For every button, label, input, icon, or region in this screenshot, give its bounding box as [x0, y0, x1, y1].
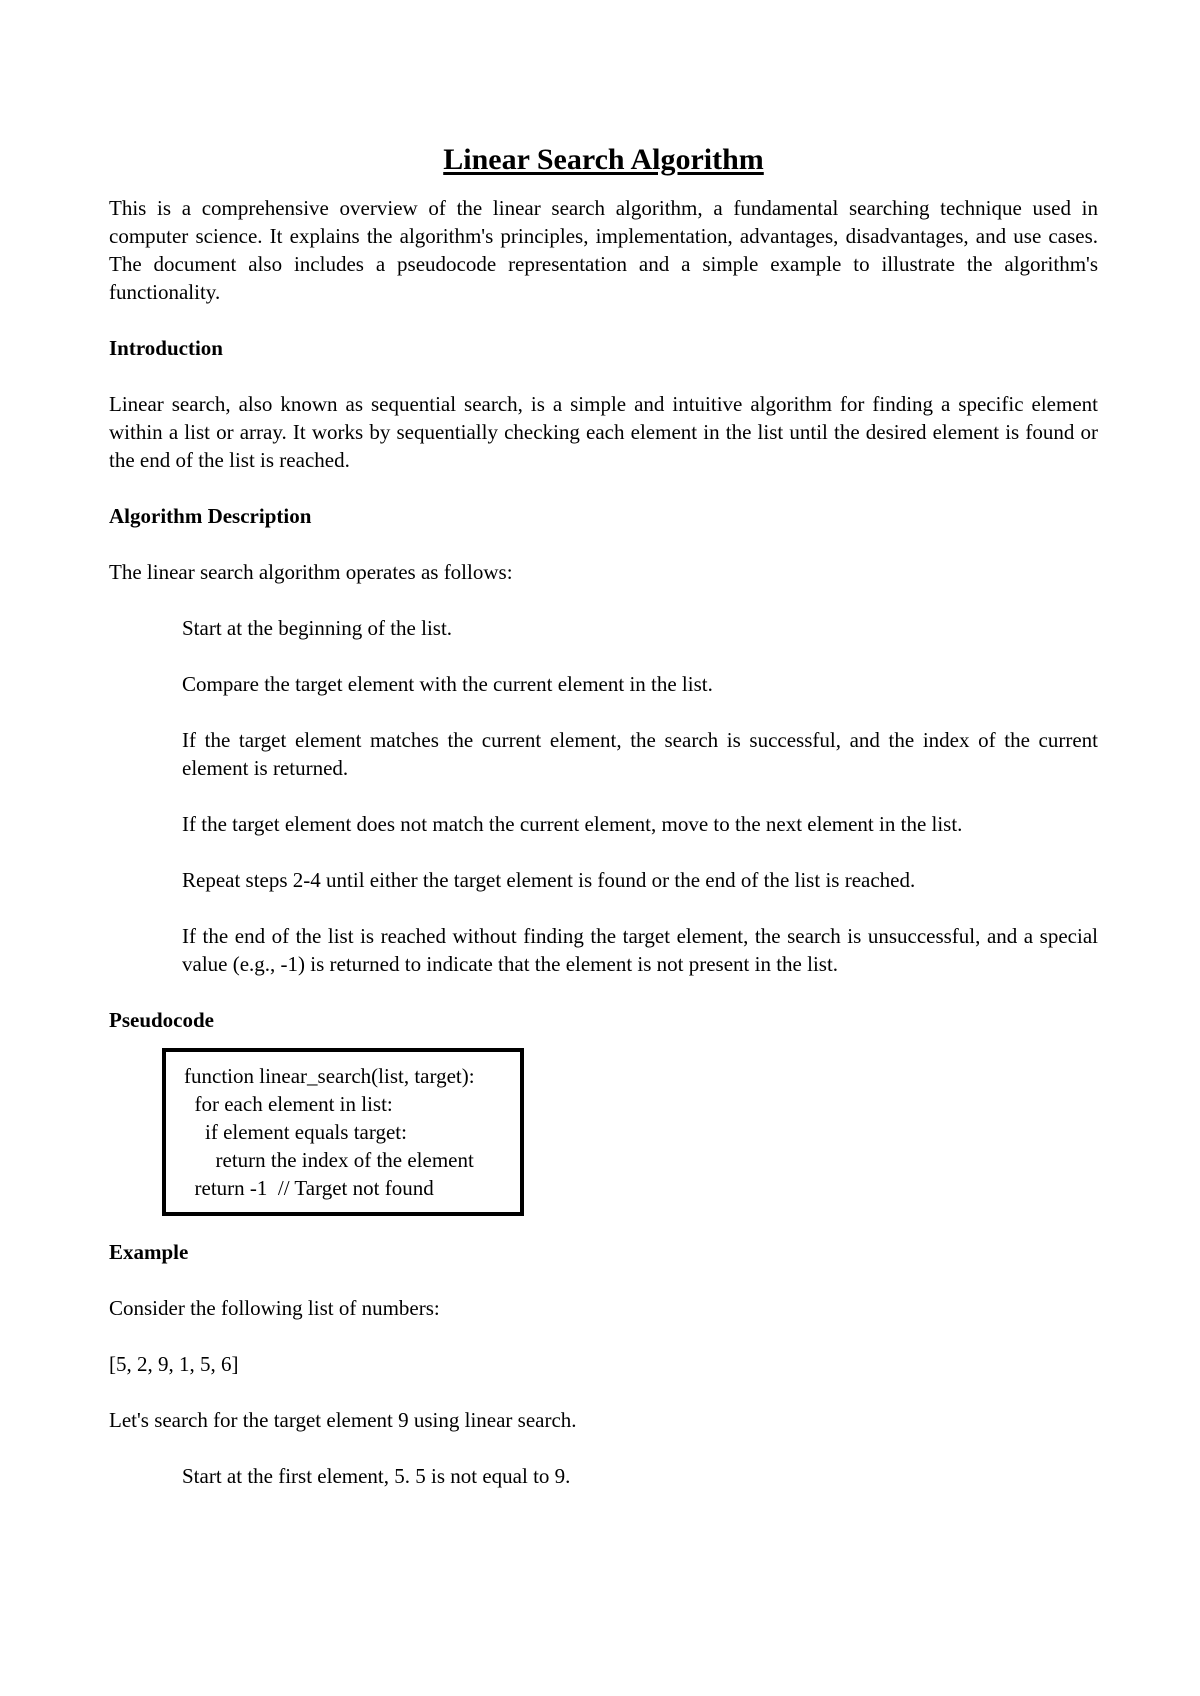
example-list: [5, 2, 9, 1, 5, 6] [109, 1352, 239, 1376]
document-title: Linear Search Algorithm [443, 143, 764, 176]
algorithm-step: Compare the target element with the current element in the list. [182, 672, 713, 696]
algorithm-step: Repeat steps 2-4 until either the target element is found or the end of the list is reached. [182, 868, 916, 892]
algorithm-step: Start at the beginning of the list. [182, 616, 453, 640]
example-heading: Example [109, 1240, 189, 1264]
algorithm-description-lead: The linear search algorithm operates as follows: [109, 560, 513, 584]
algorithm-step: If the target element matches the current element, the search is successful, and the index of the current element is returned. [182, 728, 1098, 780]
introduction-text: Linear search, also known as sequential search, is a simple and intuitive algorithm for finding a specific element within a list or array. It works by sequentially checking each element in the list until the desired element is found or the end of the list is reached. [109, 392, 1098, 472]
introduction-heading: Introduction [109, 336, 223, 360]
intro-paragraph: This is a comprehensive overview of the linear search algorithm, a fundamental searching technique used in computer science. It explains the algorithm's principles, implementation, advantages, disadvantages, and use cases. The document also includes a pseudocode representation and a simple example to illustrate the algorithm's functionality. [109, 196, 1098, 304]
pseudocode-line: return -1 // Target not found [184, 1176, 434, 1200]
pseudocode-line: for each element in list: [184, 1092, 393, 1116]
example-search-text: Let's search for the target element 9 using linear search. [109, 1408, 577, 1432]
algorithm-step: If the end of the list is reached without finding the target element, the search is unsuccessful, and a special value (e.g., -1) is returned to indicate that the element is not present in the list. [182, 924, 1098, 976]
pseudocode-line: if element equals target: [184, 1120, 407, 1144]
pseudocode-line: return the index of the element [184, 1148, 474, 1172]
document-content [109, 140, 1098, 1490]
pseudocode-line: function linear_search(list, target): [184, 1064, 475, 1088]
example-step: Start at the first element, 5. 5 is not equal to 9. [182, 1464, 571, 1488]
pseudocode-box [162, 1048, 524, 1216]
algorithm-step: If the target element does not match the current element, move to the next element in the list. [182, 812, 963, 836]
algorithm-description-heading: Algorithm Description [109, 504, 312, 528]
pseudocode-heading: Pseudocode [109, 1008, 214, 1032]
example-lead: Consider the following list of numbers: [109, 1296, 440, 1320]
